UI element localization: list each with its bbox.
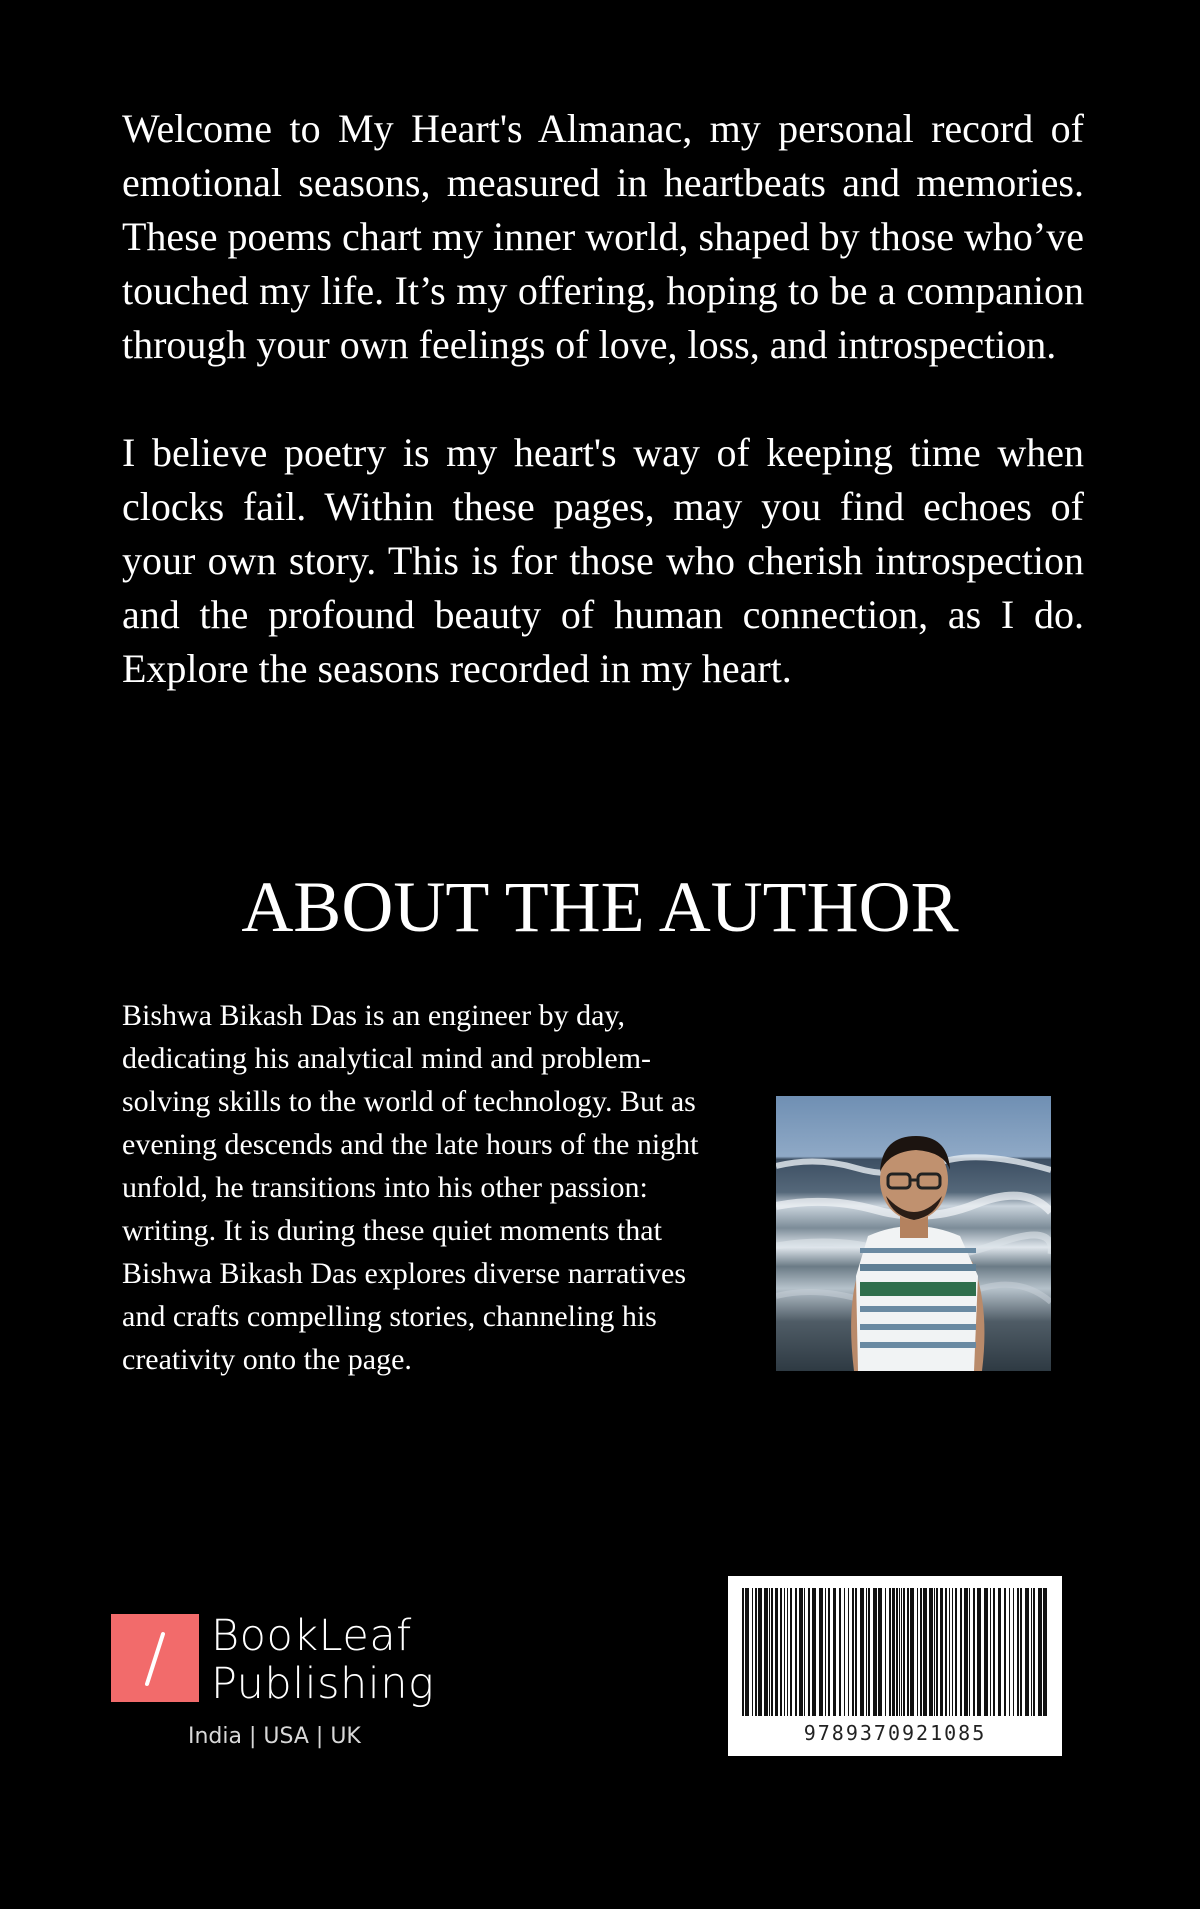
barcode-bar [973, 1588, 975, 1716]
isbn-number: 9789370921085 [803, 1721, 987, 1745]
barcode-bar [1004, 1588, 1006, 1716]
back-cover-blurb [122, 102, 1084, 696]
isbn-barcode [728, 1576, 1062, 1756]
barcode-bar [878, 1588, 882, 1716]
barcode-bar [920, 1588, 922, 1716]
author-bio: Bishwa Bikash Das is an engineer by day, dedicating his analytical mind and problem-solving skills to the world of technology. But as evening descends and the late hours of the night unfold, he transitions into his other passion: writing. It is during these quiet moments that Bishwa Bikash Das explores diverse narratives and crafts compelling stories, channeling his creativity onto the page. [122, 999, 699, 1376]
barcode-bar [964, 1588, 968, 1716]
publisher-regions: India | USA | UK [188, 1724, 361, 1749]
barcode-bar [993, 1588, 995, 1716]
barcode-bar [899, 1588, 900, 1716]
barcode-bar [769, 1588, 770, 1716]
barcode-bar [1038, 1588, 1042, 1716]
publisher-name-line-2: Publishing [211, 1659, 435, 1709]
barcode-bar [799, 1588, 803, 1716]
author-photo [776, 1096, 1051, 1371]
barcode-bar [828, 1588, 830, 1716]
slash-mark-icon [111, 1614, 199, 1702]
barcode-bar [771, 1588, 773, 1716]
about-author-heading: ABOUT THE AUTHOR [241, 867, 959, 947]
barcode-bar [808, 1588, 810, 1716]
barcode-bar [812, 1588, 816, 1716]
barcode-bar [852, 1588, 854, 1716]
barcode-bar [855, 1588, 857, 1716]
barcode-bar [952, 1588, 953, 1716]
barcode-bar [819, 1588, 823, 1716]
barcode-bar [929, 1588, 933, 1716]
barcode-bar [896, 1588, 898, 1716]
publisher-name [211, 1612, 434, 1708]
barcode-bar [787, 1588, 788, 1716]
barcode-bar [804, 1588, 805, 1716]
barcode-bar [969, 1588, 970, 1716]
barcode-bar [790, 1588, 792, 1716]
barcode-bar [949, 1588, 950, 1716]
barcode-bar [889, 1588, 891, 1716]
blurb-paragraph-1: Welcome to My Heart's Almanac, my personal record of emotional seasons, measured in heartbeats and memories. These poems chart my inner world, shaped by those who’ve touched my life. It’s my offering, hoping to be a companion through your own feelings of love, loss, and introspection. [122, 106, 1084, 367]
barcode-bar [752, 1588, 753, 1716]
barcode-bar [945, 1588, 947, 1716]
barcode-bar [839, 1588, 841, 1716]
barcode-bar [868, 1588, 870, 1716]
barcode-bar [936, 1588, 938, 1716]
barcode-bar [955, 1588, 957, 1716]
barcode-bar [960, 1588, 962, 1716]
barcode-bar [998, 1588, 1001, 1716]
barcode-bar [903, 1588, 905, 1716]
barcode-bar [1025, 1588, 1029, 1716]
barcode-bar [745, 1588, 749, 1716]
barcode-bar [940, 1588, 943, 1716]
barcode-bar [848, 1588, 849, 1716]
barcode-bar [885, 1588, 886, 1716]
barcode-bar [764, 1588, 768, 1716]
barcode-bar [907, 1588, 909, 1716]
barcode-bar [1033, 1588, 1035, 1716]
barcode-bar [917, 1588, 918, 1716]
barcode-bar [901, 1588, 902, 1716]
barcode-bar [780, 1588, 782, 1716]
barcode-bar [775, 1588, 778, 1716]
barcode-bar [934, 1588, 935, 1716]
barcode-bar [1017, 1588, 1019, 1716]
barcode-bar [833, 1588, 836, 1716]
barcode-bar [755, 1588, 757, 1716]
blurb-paragraph-2: I believe poetry is my heart's way of keeping time when clocks fail. Within these pages, may you find echoes of your own story. This is for those who cherish introspection and the profound beauty of human connection, as I do. Explore the seasons recorded in my heart. [122, 430, 1084, 691]
barcode-bar [844, 1588, 845, 1716]
barcode-bar [1020, 1588, 1022, 1716]
author-portrait-illustration [776, 1096, 1051, 1371]
publisher-name-line-1: BookLeaf [211, 1611, 412, 1661]
barcode-bar [873, 1588, 877, 1716]
barcode-bar [758, 1588, 762, 1716]
barcode-bar [1013, 1588, 1014, 1716]
publisher-logo [111, 1612, 441, 1762]
barcode-bar [977, 1588, 981, 1716]
barcode-bar [990, 1588, 991, 1716]
barcode-bar [984, 1588, 988, 1716]
barcode-bar [825, 1588, 826, 1716]
barcode-bar [1031, 1588, 1032, 1716]
barcode-bar [866, 1588, 867, 1716]
barcode-bar [1043, 1588, 1047, 1716]
barcode-bar [910, 1588, 914, 1716]
barcode-bar [784, 1588, 785, 1716]
barcode-bar [1009, 1588, 1010, 1716]
barcode-bar [742, 1588, 744, 1716]
barcode-bar [892, 1588, 895, 1716]
barcode-bar [795, 1588, 797, 1716]
barcode-bar [860, 1588, 864, 1716]
barcode-bar [923, 1588, 927, 1716]
